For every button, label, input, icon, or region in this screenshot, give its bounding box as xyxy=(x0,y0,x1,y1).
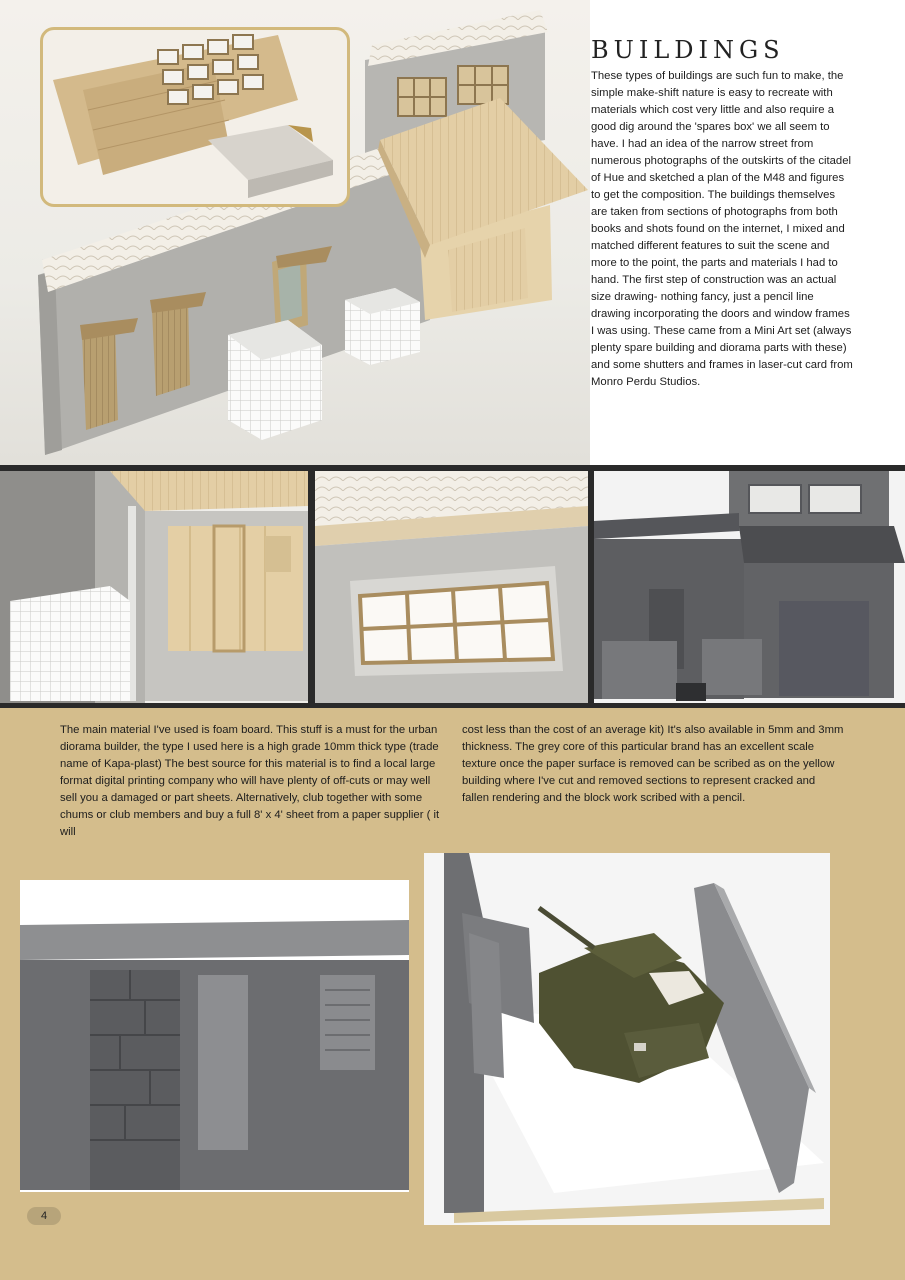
inset-window-frame-illustration xyxy=(43,30,347,204)
main-building-photo xyxy=(0,0,590,465)
body-text-left-column: The main material I've used is foam board. This stuff is a must for the urban diorama builder, the type I used here is a high grade 10mm thick type (trade name of Kapa-plast) The best source for this material is to find a local large format digital printing company who will have plenty of off-cuts or may well sell you a damaged or part sheets. Alternatively, club together with some chums or club members and buy a full 8' x 4' sheet from a paper supplier ( it will xyxy=(60,724,440,838)
article-title: BUILDINGS xyxy=(591,36,785,64)
corner-detail-illustration xyxy=(0,471,308,703)
top-section xyxy=(0,0,905,465)
body-text-right-column: cost less than the cost of an average kit) It's also available in 5mm and 3mm thickness. The grey core of this particular brand has an excellent scale texture once the paper surface is removed can be scribed as on the yellow building where I've cut and removed sections to represent cracked and fallen rendering and the block work scribed with a pencil. xyxy=(462,724,844,804)
page-number: 4 xyxy=(27,1207,61,1225)
strip-photo-window-detail xyxy=(315,471,588,703)
bottom-photo-m48-tank-in-street xyxy=(424,853,830,1225)
m48-tank-illustration xyxy=(424,853,830,1225)
strip-photo-corner-detail xyxy=(0,471,308,703)
intro-paragraph: These types of buildings are such fun to make, the simple make-shift nature is easy to recreate with materials which cost very little and also require a good dig around the 'spares box' we all seem to have. I had an idea of the narrow street from numerous photographs of the outskirts of the citadel of Hue and sketched a plan of the M48 and figures to get the composition. The buildings themselves are taken from sections of photographs from both books and shots found on the internet, I mixed and matched different features to suit the scene and more to the point, the parts and materials I had to hand. The first step of construction was an actual size drawing- nothing fancy, just a pencil line drawing incorporating the doors and window frames I was using. These came from a Mini Art set (always plenty spare building and diorama parts with these) and some shutters and frames in laser-cut card from Monro Perdu Studios. xyxy=(591,70,853,388)
bottom-photo-stone-wall-detail xyxy=(20,880,409,1192)
stone-wall-illustration xyxy=(20,880,409,1192)
grey-primed-building-illustration xyxy=(594,471,905,703)
inset-photo xyxy=(40,27,350,207)
strip-photo-grey-primed-building xyxy=(594,471,905,703)
window-detail-illustration xyxy=(315,471,588,703)
